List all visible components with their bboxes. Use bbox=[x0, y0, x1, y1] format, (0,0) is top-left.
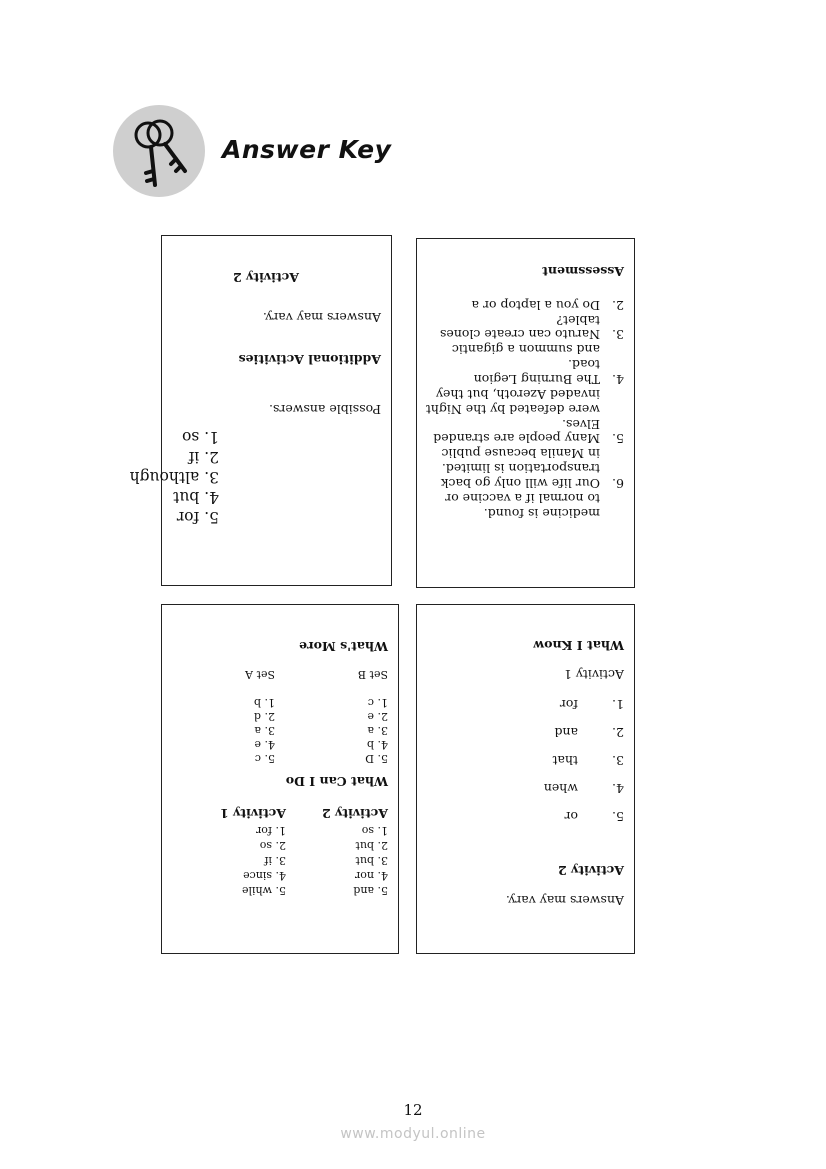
activity1-label: Activity 1 bbox=[563, 667, 624, 682]
activity2-answer: Answers may vary. bbox=[505, 893, 624, 908]
set-a-item: 2. d bbox=[253, 710, 275, 723]
item-number: 3. bbox=[612, 327, 624, 342]
set-b-item: 5. D bbox=[365, 752, 388, 765]
item-text: and summon a gigantic bbox=[451, 342, 600, 357]
item-text: or bbox=[564, 809, 578, 824]
set-b-item: 2. e bbox=[367, 710, 388, 723]
activity2-item: 5. and bbox=[353, 884, 388, 897]
item-text: invaded Azeroth, but they bbox=[435, 387, 600, 402]
set-b-label: Set B bbox=[357, 668, 388, 681]
activity2-item: 1. so bbox=[361, 824, 388, 837]
activity1-item: 1. for bbox=[256, 824, 286, 837]
item-text: in Manila because public bbox=[441, 446, 600, 461]
item-number: 5. bbox=[612, 809, 624, 824]
set-a-label: Set A bbox=[245, 668, 275, 681]
item-number: 2. bbox=[612, 725, 624, 740]
item-text: that bbox=[552, 753, 578, 768]
answer-box-whats-more bbox=[161, 604, 399, 954]
set-a-item: 5. c bbox=[254, 752, 275, 765]
page-number: 12 bbox=[403, 1101, 423, 1119]
item-text: toad. bbox=[568, 357, 600, 372]
activity2-item: 2. but bbox=[355, 839, 388, 852]
item-text: Elves. bbox=[562, 417, 600, 432]
item-text: and bbox=[554, 725, 578, 740]
activity2-item: 4. nor bbox=[355, 869, 388, 882]
answer-box-assessment bbox=[416, 238, 635, 588]
item-text: Many people are stranded bbox=[433, 431, 600, 446]
item-text: were defeated by the Night bbox=[425, 402, 600, 417]
possible-answers-label: Possible answers. bbox=[268, 402, 381, 417]
watermark: www.modyul.online bbox=[340, 1126, 486, 1142]
item-text: to normal if a vaccine or bbox=[445, 491, 600, 506]
activity2-heading: Activity 2 bbox=[558, 863, 624, 878]
activity2-answer: Answers may vary. bbox=[262, 310, 381, 325]
list-item: 2. if bbox=[188, 448, 219, 466]
answer-box-additional-activities bbox=[129, 235, 392, 586]
answer-box-what-i-know bbox=[416, 604, 635, 954]
list-item: 5. for bbox=[176, 508, 219, 526]
item-number: 6. bbox=[612, 476, 624, 491]
activity2-item: 3. but bbox=[355, 854, 388, 867]
what-can-i-do-heading: What Can I Do bbox=[285, 774, 388, 789]
item-text: transportation is limited. bbox=[441, 461, 600, 476]
item-number: 5. bbox=[612, 431, 624, 446]
item-text: medicine is found. bbox=[483, 506, 600, 521]
item-number: 3. bbox=[612, 753, 624, 768]
list-item: 1. so bbox=[181, 428, 219, 446]
item-number: 2. bbox=[612, 298, 624, 313]
set-a-item: 3. a bbox=[254, 724, 275, 737]
set-a-item: 1. b bbox=[253, 696, 275, 709]
item-text: Do you a laptop or a bbox=[471, 298, 600, 313]
activity2-heading: Activity 2 bbox=[233, 270, 299, 285]
activity1-item: 4. since bbox=[243, 869, 286, 882]
activity1-heading: Activity 1 bbox=[220, 806, 286, 821]
set-b-item: 1. c bbox=[367, 696, 388, 709]
activity2-heading: Activity 2 bbox=[322, 806, 388, 821]
page-title: Answer Key bbox=[222, 135, 392, 164]
additional-activities-heading: Additional Activities bbox=[238, 352, 381, 367]
item-text: The Burning Legion bbox=[473, 372, 600, 387]
item-text: Naruto can create clones bbox=[439, 327, 600, 342]
item-text: when bbox=[543, 781, 578, 796]
activity1-item: 5. while bbox=[241, 884, 286, 897]
item-text: for bbox=[559, 697, 578, 712]
set-a-item: 4. e bbox=[254, 738, 275, 751]
activity1-item: 2. so bbox=[259, 839, 286, 852]
item-text: Our life will only go back bbox=[440, 476, 600, 491]
item-number: 4. bbox=[612, 372, 624, 387]
assessment-heading: Assessment bbox=[542, 264, 624, 279]
set-b-item: 3. a bbox=[367, 724, 388, 737]
item-number: 1. bbox=[612, 697, 624, 712]
activity1-item: 3. if bbox=[264, 854, 286, 867]
whats-more-heading: What's More bbox=[299, 639, 388, 654]
keys-icon bbox=[113, 105, 205, 197]
item-text: tablet? bbox=[556, 313, 600, 328]
what-i-know-heading: What I Know bbox=[533, 638, 624, 653]
item-number: 4. bbox=[612, 781, 624, 796]
list-item: 4. but bbox=[173, 488, 219, 506]
set-b-item: 4. b bbox=[366, 738, 388, 751]
list-item: 3. although bbox=[129, 468, 219, 486]
